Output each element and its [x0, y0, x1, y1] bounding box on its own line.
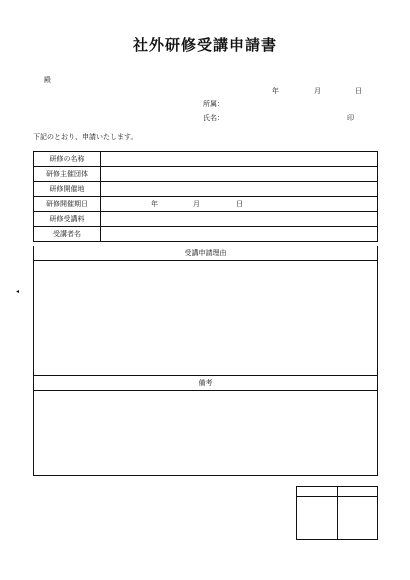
form-row-attendee: [34, 227, 378, 242]
application-form-table: [33, 151, 378, 242]
attendee-label: 受講者名: [34, 227, 101, 242]
date-day-label: 日: [355, 87, 362, 95]
seal-label: 印: [347, 114, 354, 122]
reason-section: [33, 246, 378, 376]
organizer-label: 研修主催団体: [34, 167, 101, 182]
course-name-field[interactable]: [101, 152, 378, 167]
form-row-dates: [34, 197, 378, 212]
addressee-suffix: 殿: [44, 76, 51, 84]
course-name-label: 研修の名称: [34, 152, 101, 167]
organizer-field[interactable]: [101, 167, 378, 182]
date-month-label: 月: [314, 87, 321, 95]
dates-field[interactable]: [101, 197, 378, 212]
stamp-cell-2[interactable]: [337, 497, 378, 540]
date-year-label: 年: [272, 87, 279, 95]
dates-label: 研修開催期日: [34, 197, 101, 212]
dates-month-label: 月: [193, 200, 200, 208]
form-row-organizer: [34, 167, 378, 182]
dates-year-label: 年: [151, 200, 158, 208]
name-label: 氏名：: [203, 114, 224, 122]
form-row-course-name: [34, 152, 378, 167]
side-marker: ◂: [16, 288, 20, 295]
stamp-cell-1[interactable]: [297, 497, 338, 540]
remarks-text-area[interactable]: [34, 391, 377, 475]
stamp-header-cell-2: [337, 487, 378, 497]
venue-field[interactable]: [101, 182, 378, 197]
remarks-section: [33, 375, 378, 476]
approval-stamp-grid: [296, 486, 378, 540]
reason-text-area[interactable]: [34, 261, 377, 375]
attendee-field[interactable]: [101, 227, 378, 242]
venue-label: 研修開催地: [34, 182, 101, 197]
remarks-section-title: 備考: [34, 376, 377, 391]
fee-label: 研修受講料: [34, 212, 101, 227]
form-row-venue: [34, 182, 378, 197]
department-label: 所属：: [203, 100, 224, 108]
intro-text: 下記のとおり、申請いたします。: [33, 133, 138, 141]
stamp-header-cell-1: [297, 487, 338, 497]
reason-section-title: 受講申請理由: [34, 246, 377, 261]
form-row-fee: [34, 212, 378, 227]
dates-day-label: 日: [236, 200, 243, 208]
document-title: 社外研修受講申請書: [132, 36, 277, 54]
fee-field[interactable]: [101, 212, 378, 227]
